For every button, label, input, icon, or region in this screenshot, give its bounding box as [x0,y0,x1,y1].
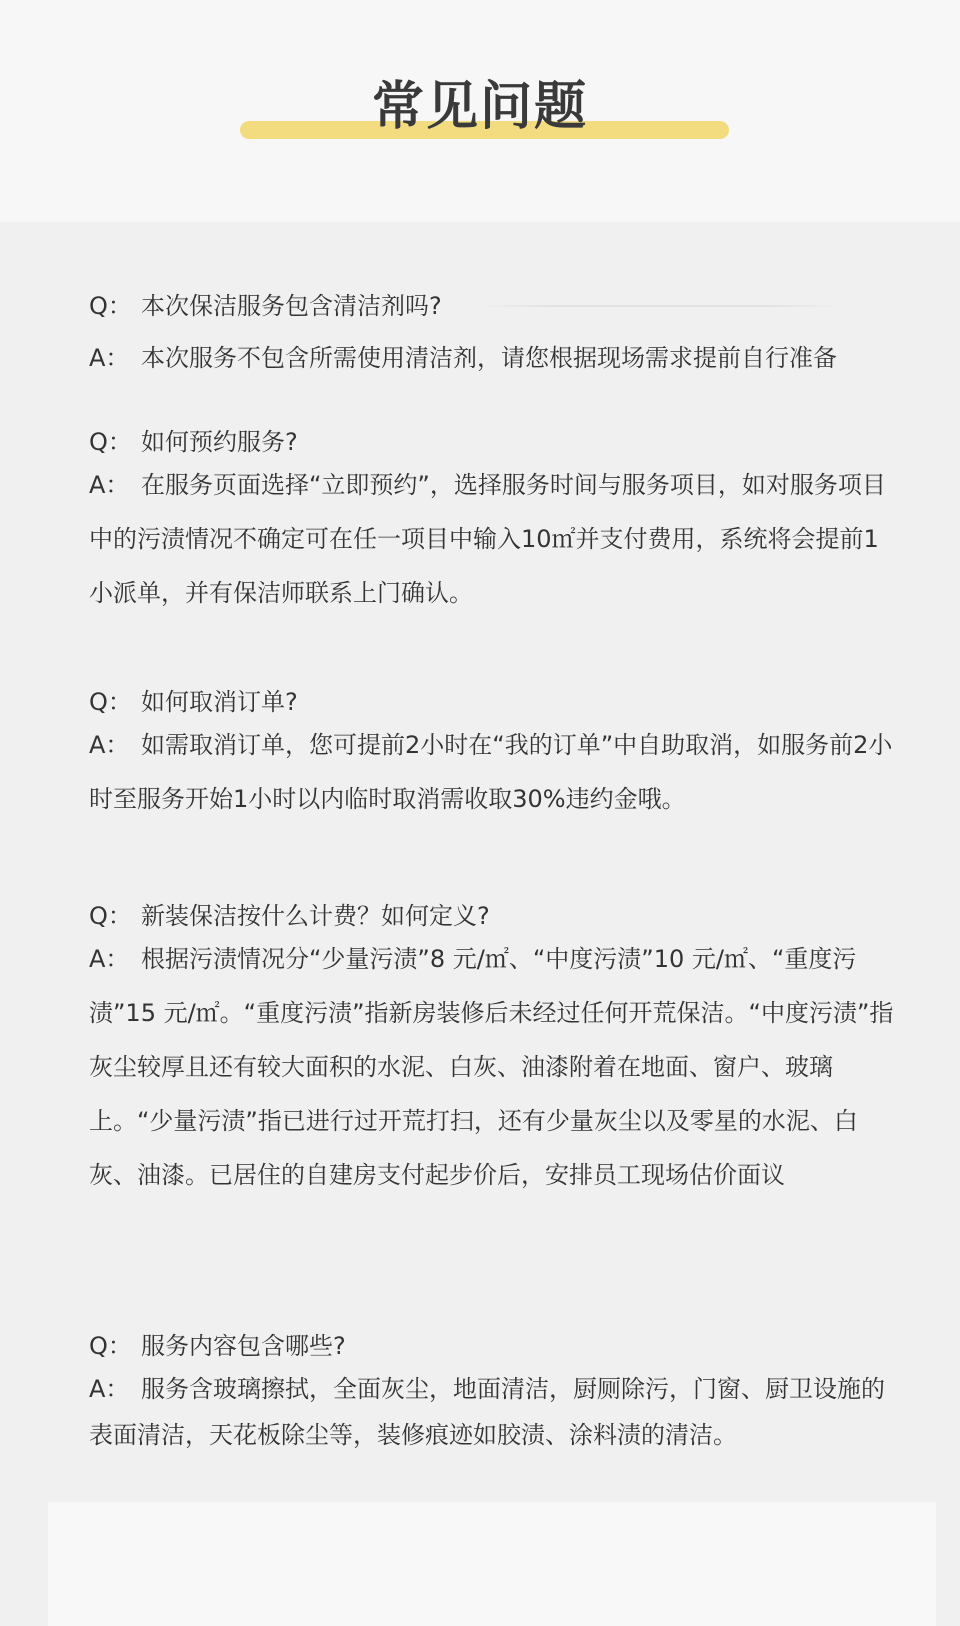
question-text: 如何取消订单? [141,688,298,716]
faq-question [89,284,442,328]
answer-prefix: A： [89,1375,130,1403]
question-prefix: Q： [89,428,132,456]
question-text: 本次保洁服务包含清洁剂吗? [141,292,442,320]
faq-answer [89,458,894,620]
question-text: 新装保洁按什么计费？如何定义? [141,902,490,930]
answer-text: 在服务页面选择“立即预约”，选择服务时间与服务项目，如对服务项目中的污渍情况不确定可在任一项目中输入10㎡并支付费用，系统将会提前1小派单，并有保洁师联系上门确认。 [89,471,886,607]
question-prefix: Q： [89,1332,132,1360]
question-prefix: Q： [89,688,132,716]
question-text: 服务内容包含哪些? [141,1332,346,1360]
question-prefix: Q： [89,292,132,320]
answer-prefix: A： [89,344,130,372]
faq-answer [89,932,899,1202]
faq-question [89,1324,346,1368]
faq-answer [89,336,837,380]
header [0,0,960,222]
faq-answer [89,1366,899,1458]
answer-text: 根据污渍情况分“少量污渍”8 元/㎡、“中度污渍”10 元/㎡、“重度污渍”15 元/㎡。“重度污渍”指新房装修后未经过任何开荒保洁。“中度污渍”指灰尘较厚且还有较大面积的水泥、白灰、油漆附着在地面、窗户、玻璃上。“少量污渍”指已进行过开荒打扫，还有少量灰尘以及零星的水泥、白灰、油漆。已居住的自建房支付起步价后，安排员工现场估价面议 [89,945,894,1189]
bottom-card [48,1502,936,1626]
faq-answer [89,718,899,826]
answer-text: 本次服务不包含所需使用清洁剂，请您根据现场需求提前自行准备 [141,344,837,372]
page-title: 常见问题 [371,77,588,137]
answer-text: 服务含玻璃擦拭，全面灰尘，地面清洁，厨厕除污，门窗、厨卫设施的表面清洁，天花板除尘等，装修痕迹如胶渍、涂料渍的清洁。 [89,1375,885,1449]
question-text: 如何预约服务? [141,428,298,456]
faq-section [0,222,960,1502]
answer-prefix: A： [89,945,130,973]
answer-prefix: A： [89,471,130,499]
answer-prefix: A： [89,731,130,759]
divider-line [480,305,840,307]
answer-text: 如需取消订单，您可提前2小时在“我的订单”中自助取消，如服务前2小时至服务开始1小时以内临时取消需收取30%违约金哦。 [89,731,893,813]
question-prefix: Q： [89,902,132,930]
